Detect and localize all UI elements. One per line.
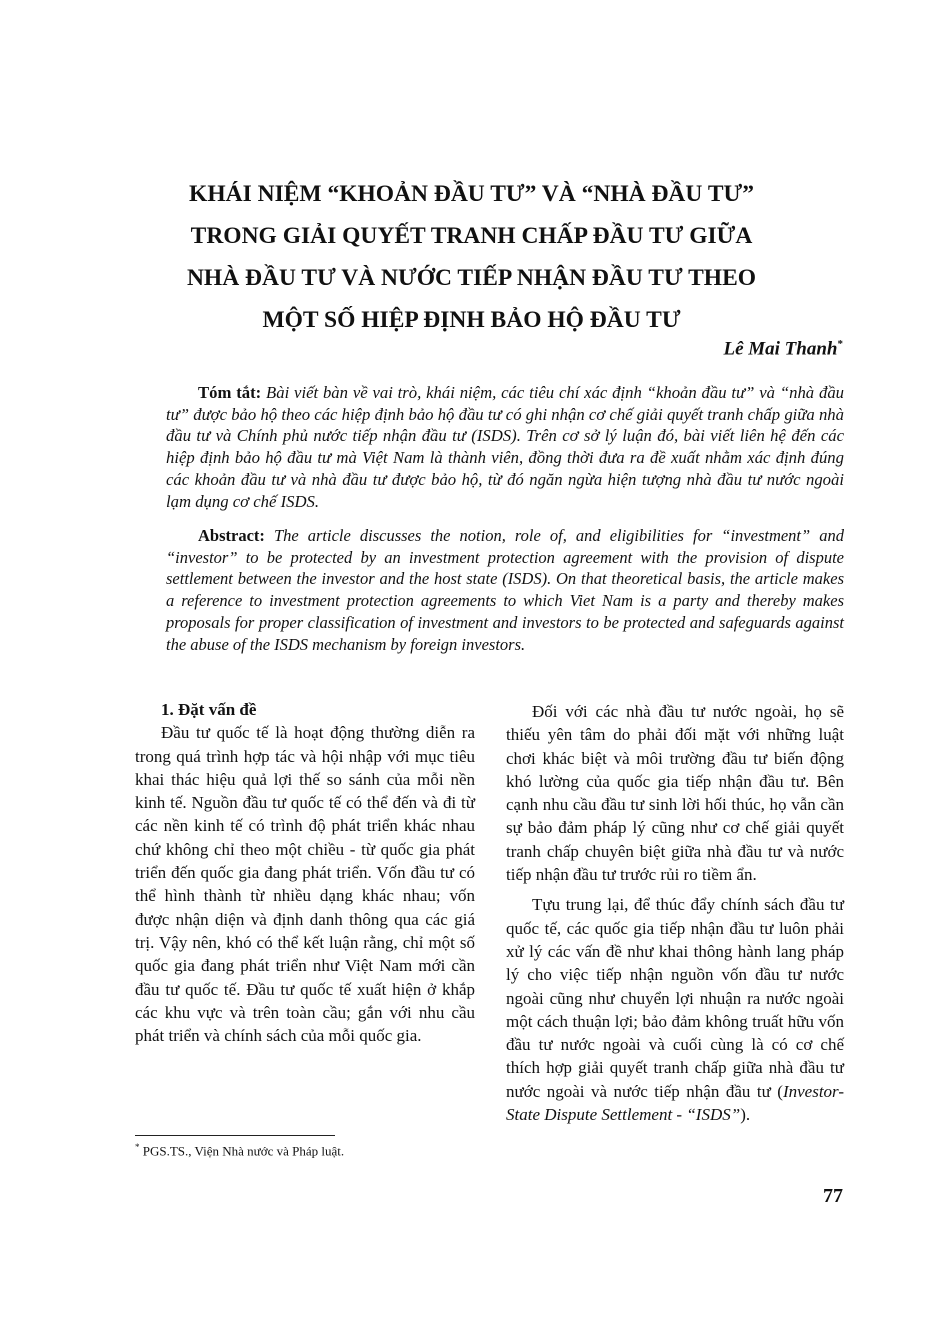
author-byline — [723, 338, 843, 360]
left-paragraph: Đầu tư quốc tế là hoạt động thường diễn ra trong quá trình hợp tác và hội nhập với mục tiêu khai thác hiệu quả lợi thế so sánh của mỗi nền kinh tế. Nguồn đầu tư quốc tế có thể đến và đi từ các nền kinh tế có trình độ phát triển khác nhau chứ không chỉ theo một chiều - từ quốc gia phát triển đến quốc gia đang phát triển. Vốn đầu tư có thể hình thành từ nhiều dạng khác nhau; vốn được nhận diện và định danh thông qua các giá trị. Vậy nên, khó có thể kết luận rằng, chỉ một số quốc gia đang phát triển như Việt Nam mới cần đầu tư quốc tế. Đầu tư quốc tế xuất hiện ở khắp các khu vực và trên toàn cầu; gắn với nhu cầu phát triển và chính sách của mỗi quốc gia. — [135, 723, 475, 1046]
summary-label: Tóm tắt: — [198, 383, 262, 402]
abstract-label: Abstract: — [198, 526, 265, 545]
right-paragraph-2 — [506, 893, 844, 1126]
footnote-divider — [135, 1135, 335, 1136]
abstract-text: The article discusses the notion, role of, and eligibilities for “investment” and “investor” to be protected by an investment protection agreement with the provision of dispute settlement between the investor and the host state (ISDS). On that theoretical basis, the article makes a reference to investment protection agreements to which Viet Nam is a party and thereby makes proposals for proper classification of investment and investors to be protected and safeguards against the abuse of the ISDS mechanism by foreign investors. — [166, 526, 844, 654]
right-paragraph-2-text: Tựu trung lại, để thúc đẩy chính sách đầu tư quốc tế, các quốc gia tiếp nhận đầu tư luôn phải xử lý các vấn đề như khai thông hành lang pháp lý cho việc tiếp nhận nguồn vốn đầu tư nước ngoài cũng như chuyển lợi nhuận ra nước ngoài một cách thuận lợi; bảo đảm không truất hữu vốn đầu tư nước ngoài và cuối cùng là có cơ chế thích hợp giải quyết tranh chấp giữa nhà đầu tư nước ngoài và nước tiếp nhận đầu tư ( — [506, 895, 844, 1101]
title-line-2: TRONG GIẢI QUYẾT TRANH CHẤP ĐẦU TƯ GIỮA — [190, 223, 753, 249]
section-heading: 1. Đặt vấn đề — [161, 700, 257, 719]
article-title — [120, 173, 823, 341]
title-line-4: MỘT SỐ HIỆP ĐỊNH BẢO HỘ ĐẦU TƯ — [262, 307, 681, 333]
right-paragraph-1: Đối với các nhà đầu tư nước ngoài, họ sẽ thiếu yên tâm do phải đối mặt với những luật chơi khác biệt và môi trường đầu tư biến động khó lường của quốc gia tiếp nhận đầu tư. Bên cạnh nhu cầu đầu tư sinh lời hối thúc, họ vẫn cần sự bảo đảm pháp lý cũng như cơ chế giải quyết tranh chấp chuyên biệt giữa nhà đầu tư và nước tiếp nhận đầu tư trước rủi ro tiềm ẩn. — [506, 702, 844, 885]
title-line-1: KHÁI NIỆM “KHOẢN ĐẦU TƯ” VÀ “NHÀ ĐẦU TƯ” — [189, 181, 754, 207]
abstract-english — [166, 525, 844, 655]
footnote-text: PGS.TS., Viện Nhà nước và Pháp luật. — [139, 1143, 345, 1159]
title-line-3: NHÀ ĐẦU TƯ VÀ NƯỚC TIẾP NHẬN ĐẦU TƯ THEO — [186, 265, 757, 291]
left-column — [135, 698, 475, 1047]
author-footnote-mark: * — [837, 338, 843, 350]
page-number: 77 — [823, 1185, 843, 1207]
summary-text: Bài viết bàn về vai trò, khái niệm, các tiêu chí xác định “khoản đầu tư” và “nhà đầu tư” được bảo hộ theo các hiệp định bảo hộ đầu tư có ghi nhận cơ chế giải quyết tranh chấp giữa nhà đầu tư và Chính phủ nước tiếp nhận đầu tư (ISDS). Trên cơ sở lý luận đó, bài viết liên hệ đến các hiệp định bảo hộ đầu tư mà Việt Nam là thành viên, đồng thời đưa ra đề xuất nhằm xác định đúng các khoản đầu tư và nhà đầu tư được bảo hộ, từ đó ngăn ngừa hiện tượng nhà đầu tư nước ngoài lạm dụng cơ chế ISDS. — [166, 383, 845, 511]
summary-vietnamese — [166, 382, 844, 512]
right-column — [506, 700, 844, 1126]
isds-term: Investor-State Dispute Settlement - “ISDS” — [506, 1081, 844, 1125]
author-name: Lê Mai Thanh — [723, 338, 838, 360]
footnote — [135, 1142, 344, 1159]
right-paragraph-2-tail: ). — [740, 1105, 751, 1125]
footnote-mark: * — [135, 1142, 140, 1152]
